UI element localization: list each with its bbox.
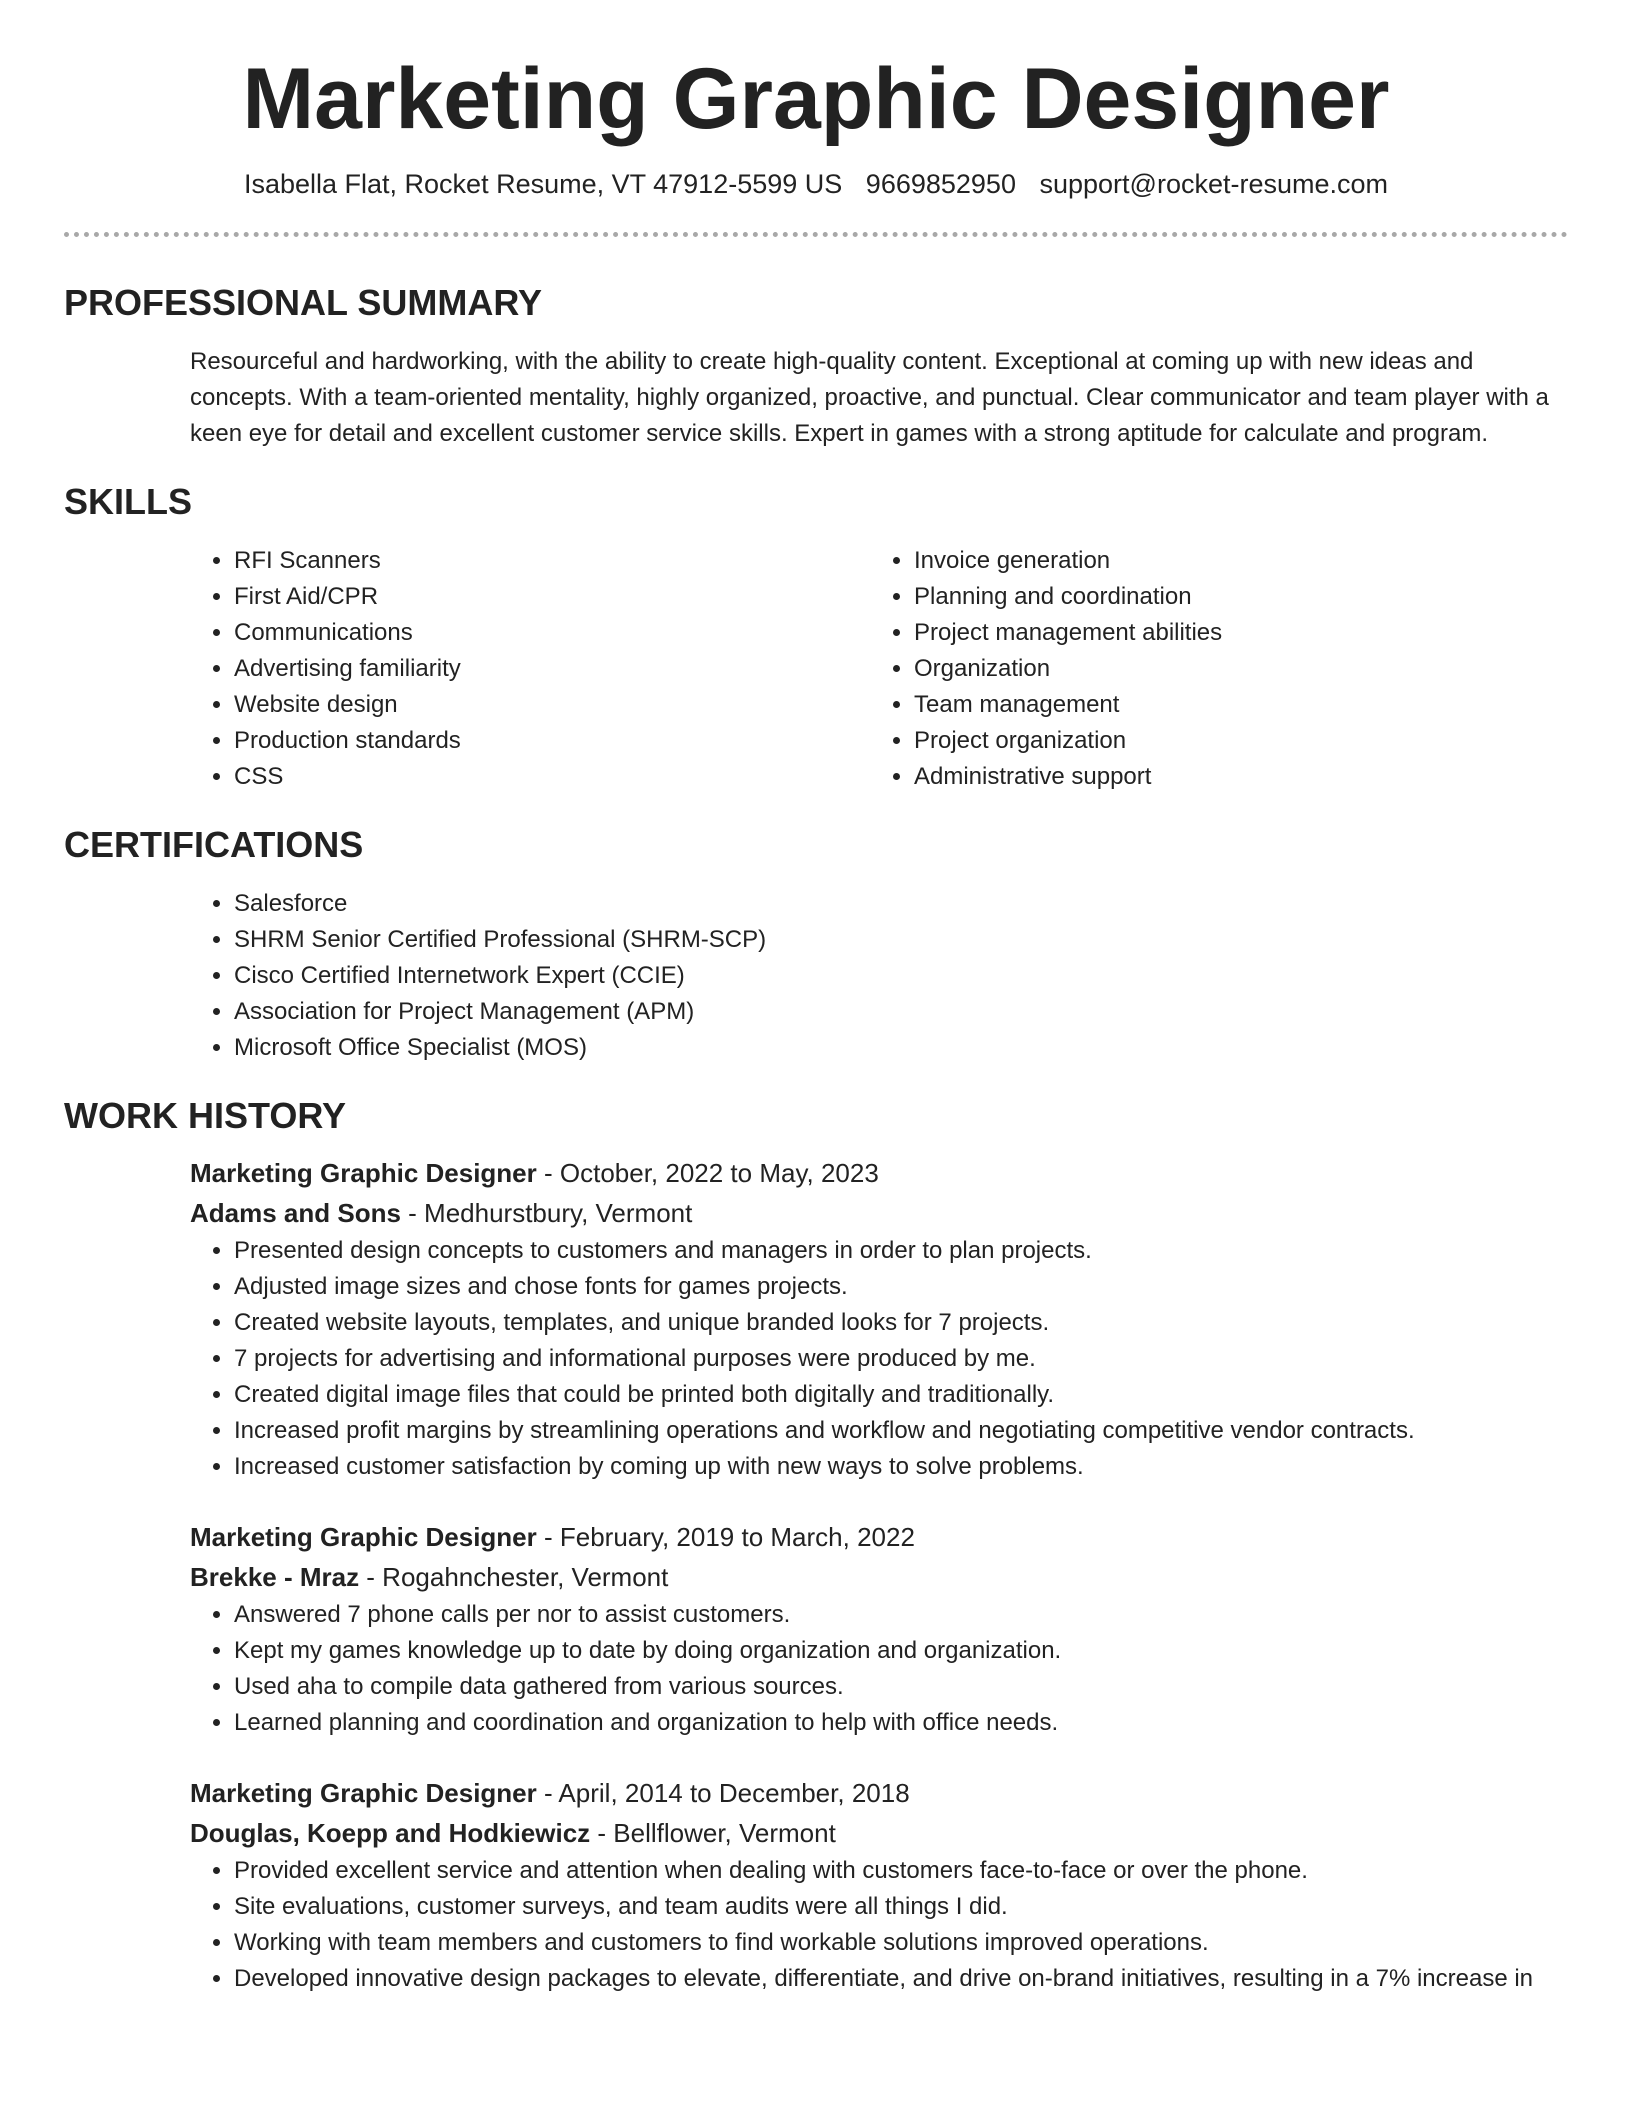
skills-column-right [870,543,1550,795]
job-entry [190,1153,1568,1485]
skills-heading: SKILLS [64,480,193,522]
job-company: Douglas, Koepp and Hodkiewicz [190,1818,591,1849]
list-item: • Site evaluations, customer surveys, and team audits were all things I did. [234,1889,1568,1925]
contact-phone: 9669852950 [865,168,1016,199]
list-item: • Answered 7 phone calls per nor to assist customers. [234,1597,1568,1633]
list-item: • 7 projects for advertising and informational purposes were produced by me. [234,1341,1568,1377]
job-bullets [190,1233,1568,1485]
list-item: • Working with team members and customers to find workable solutions improved operations. [234,1925,1568,1961]
resume-title: Marketing Graphic Designer [242,51,1390,147]
skills-list-left [190,543,870,795]
job-company: Brekke - Mraz [190,1562,360,1593]
list-item: • RFI Scanners [234,543,870,579]
job-dates: - February, 2019 to March, 2022 [536,1522,915,1553]
list-item: • Salesforce [234,886,1568,922]
contact-line [0,169,1632,200]
list-item: • Created digital image files that could be printed both digitally and traditionally. [234,1377,1568,1413]
job-bullets [190,1853,1568,1997]
skills-grid [190,543,1568,795]
job-location: - Medhurstbury, Vermont [400,1198,693,1229]
skills-list-right [870,543,1550,795]
list-item: • SHRM Senior Certified Professional (SHRM-SCP) [234,922,1568,958]
list-item: • Provided excellent service and attention when dealing with customers face-to-face or over the phone. [234,1853,1568,1889]
list-item: • Invoice generation [914,543,1550,579]
list-item: • Administrative support [914,759,1550,795]
skills-section [64,480,1568,795]
list-item: • First Aid/CPR [234,579,870,615]
list-item: • Team management [914,687,1550,723]
job-dates: - April, 2014 to December, 2018 [536,1778,910,1809]
certifications-heading: CERTIFICATIONS [64,823,364,865]
job-title-line [190,1517,1568,1557]
list-item: • CSS [234,759,870,795]
summary-heading: PROFESSIONAL SUMMARY [64,281,543,323]
job-role: Marketing Graphic Designer [190,1522,537,1553]
job-title-line [190,1153,1568,1193]
job-company-line [190,1813,1568,1853]
list-item: • Organization [914,651,1550,687]
summary-text: Resourceful and hardworking, with the ability to create high-quality content. Exceptional at coming up with new ideas and concepts. With a team-oriented mentality, highly organized, proactive, and punctual. Clear communicator and team player with a keen eye for detail and excellent customer service skills. Expert in games with a strong aptitude for calculate and program. [190,347,1549,447]
job-location: - Rogahnchester, Vermont [359,1562,669,1593]
work-history-section [64,1094,1568,1997]
certifications-body [190,886,1568,1066]
list-item: • Association for Project Management (APM) [234,994,1568,1030]
list-item: • Project management abilities [914,615,1550,651]
list-item: • Increased profit margins by streamlining operations and workflow and negotiating competitive vendor contracts. [234,1413,1568,1449]
list-item: • Communications [234,615,870,651]
certifications-list [190,886,1568,1066]
job-company-line [190,1193,1568,1233]
list-item: • Production standards [234,723,870,759]
list-item: • Microsoft Office Specialist (MOS) [234,1030,1568,1066]
job-role: Marketing Graphic Designer [190,1158,537,1189]
contact-email: support@rocket-resume.com [1039,168,1389,199]
list-item: • Learned planning and coordination and organization to help with office needs. [234,1705,1568,1741]
list-item: • Cisco Certified Internetwork Expert (CCIE) [234,958,1568,994]
job-company: Adams and Sons [190,1198,401,1229]
list-item: • Developed innovative design packages to elevate, differentiate, and drive on-brand initiatives, resulting in a 7% increase in [234,1961,1568,1997]
list-item: • Increased customer satisfaction by coming up with new ways to solve problems. [234,1449,1568,1485]
list-item: • Presented design concepts to customers and managers in order to plan projects. [234,1233,1568,1269]
list-item: • Adjusted image sizes and chose fonts for games projects. [234,1269,1568,1305]
list-item: • Advertising familiarity [234,651,870,687]
list-item: • Project organization [914,723,1550,759]
job-entry [190,1773,1568,1997]
job-entry [190,1517,1568,1741]
certifications-section [64,823,1568,1066]
job-title-line [190,1773,1568,1813]
list-item: • Kept my games knowledge up to date by doing organization and organization. [234,1633,1568,1669]
work-history-heading: WORK HISTORY [64,1095,347,1137]
job-location: - Bellflower, Vermont [590,1818,836,1849]
list-item: • Created website layouts, templates, and unique branded looks for 7 projects. [234,1305,1568,1341]
list-item: • Used aha to compile data gathered from various sources. [234,1669,1568,1705]
summary-section [64,281,1568,452]
list-item: • Planning and coordination [914,579,1550,615]
list-item: • Website design [234,687,870,723]
job-dates: - October, 2022 to May, 2023 [536,1158,879,1189]
skills-column-left [190,543,870,795]
work-history-jobs [190,1153,1568,1997]
job-bullets [190,1597,1568,1741]
header-divider [64,232,1568,237]
contact-address: Isabella Flat, Rocket Resume, VT 47912-5599 US [243,168,843,199]
resume-header [0,0,1632,200]
job-role: Marketing Graphic Designer [190,1778,537,1809]
job-company-line [190,1557,1568,1597]
